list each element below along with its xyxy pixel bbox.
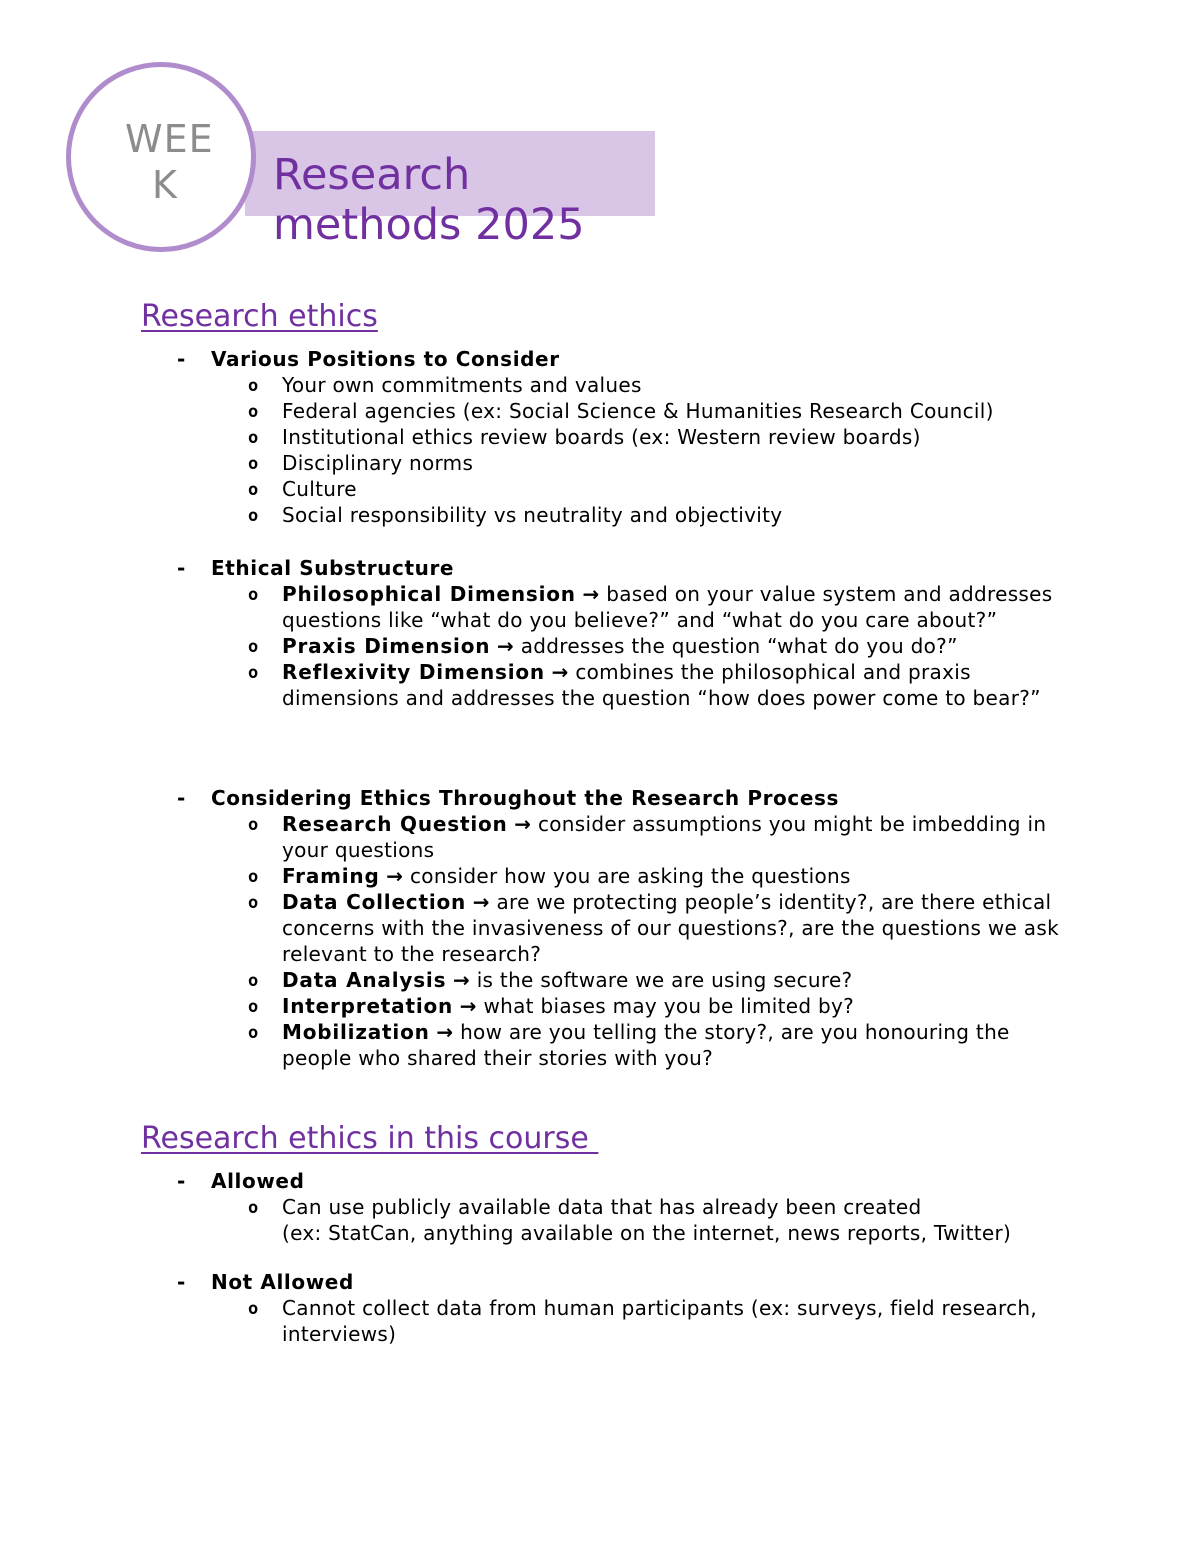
group-ethical-substructure <box>0 555 1200 711</box>
list-item <box>0 659 1200 711</box>
circle-bullet: o <box>248 1299 259 1319</box>
dash-bullet: - <box>177 786 186 810</box>
arrow-right-icon: → <box>452 968 471 992</box>
list-item <box>0 1194 1200 1246</box>
item-term: Mobilization <box>282 1020 430 1044</box>
group-title <box>0 1269 1200 1295</box>
list-item <box>0 967 1200 993</box>
item-text: Your own commitments and values <box>282 373 642 397</box>
item-text: addresses the question “what do you do?” <box>520 634 958 658</box>
list-item <box>0 424 1200 450</box>
circle-bullet: o <box>248 454 259 474</box>
item-text: Culture <box>282 477 357 501</box>
item-text: consider assumptions you might be imbedding in your questions <box>282 812 1047 862</box>
item-text: Cannot collect data from human participants (ex: surveys, field research, interviews) <box>282 1296 1038 1346</box>
item-text: combines the philosophical and praxis dimensions and addresses the question “how does power come to bear?” <box>282 660 1041 710</box>
item-text: Federal agencies (ex: Social Science & Humanities Research Council) <box>282 399 994 423</box>
item-text-continued: (ex: StatCan, anything available on the internet, news reports, Twitter) <box>282 1221 1012 1245</box>
circle-bullet: o <box>248 585 259 605</box>
section-heading-ethics-in-course: Research ethics in this course <box>141 1121 599 1156</box>
arrow-right-icon: → <box>436 1020 454 1044</box>
item-text: Institutional ethics review boards (ex: Western review boards) <box>282 425 921 449</box>
circle-bullet: o <box>248 376 259 396</box>
group-title-text: Allowed <box>211 1169 305 1193</box>
group-ethics-throughout-process <box>0 785 1200 1071</box>
list-item <box>0 993 1200 1019</box>
circle-bullet: o <box>248 815 259 835</box>
circle-bullet: o <box>248 997 259 1017</box>
item-text: Disciplinary norms <box>282 451 474 475</box>
circle-bullet: o <box>248 402 259 422</box>
list-item <box>0 502 1200 528</box>
item-term: Reflexivity Dimension <box>282 660 545 684</box>
item-text: are we protecting people’s identity?, are there ethical concerns with the invasiveness of our questions?, are the questions we ask relevant to the research? <box>282 890 1059 966</box>
list-item <box>0 581 1200 633</box>
group-allowed <box>0 1168 1200 1246</box>
group-title <box>0 785 1200 811</box>
circle-bullet: o <box>248 428 259 448</box>
circle-bullet: o <box>248 867 259 887</box>
circle-bullet: o <box>248 637 259 657</box>
item-text: how are you telling the story?, are you honouring the people who shared their stories with you? <box>282 1020 1010 1070</box>
list-item <box>0 811 1200 863</box>
arrow-right-icon: → <box>582 582 600 606</box>
list-item <box>0 889 1200 967</box>
item-term: Data Analysis <box>282 968 447 992</box>
circle-bullet: o <box>248 480 259 500</box>
item-term: Interpretation <box>282 994 454 1018</box>
list-item <box>0 1019 1200 1071</box>
item-term: Research Question <box>282 812 508 836</box>
circle-bullet: o <box>248 893 259 913</box>
circle-bullet: o <box>248 1198 259 1218</box>
circle-bullet: o <box>248 1023 259 1043</box>
item-term: Praxis Dimension <box>282 634 491 658</box>
dash-bullet: - <box>177 1169 186 1193</box>
group-title <box>0 555 1200 581</box>
item-text: Social responsibility vs neutrality and objectivity <box>282 503 783 527</box>
page-title-line1: Research <box>273 150 471 200</box>
group-title-text: Not Allowed <box>211 1270 354 1294</box>
item-text: consider how you are asking the questions <box>410 864 851 888</box>
group-title-text: Ethical Substructure <box>211 556 455 580</box>
section-heading-research-ethics: Research ethics <box>141 299 378 334</box>
list-item <box>0 372 1200 398</box>
item-term: Data Collection <box>282 890 467 914</box>
item-term: Philosophical Dimension <box>282 582 576 606</box>
dash-bullet: - <box>177 347 186 371</box>
item-text: based on your value system and addresses questions like “what do you believe?” and “what do you care about?” <box>282 582 1053 632</box>
list-item <box>0 863 1200 889</box>
circle-bullet: o <box>248 506 259 526</box>
list-item <box>0 450 1200 476</box>
circle-bullet: o <box>248 663 259 683</box>
arrow-right-icon: → <box>386 864 404 888</box>
week-label <box>100 116 240 208</box>
group-title <box>0 346 1200 372</box>
group-various-positions <box>0 346 1200 528</box>
group-not-allowed <box>0 1269 1200 1347</box>
dash-bullet: - <box>177 556 186 580</box>
arrow-right-icon: → <box>496 634 515 658</box>
group-title-text: Various Positions to Consider <box>211 347 560 371</box>
list-item <box>0 398 1200 424</box>
page-title-line2: methods 2025 <box>273 200 585 250</box>
page-title <box>273 150 585 250</box>
item-text: Can use publicly available data that has already been created <box>282 1195 922 1219</box>
group-title <box>0 1168 1200 1194</box>
arrow-right-icon: → <box>551 660 569 684</box>
arrow-right-icon: → <box>472 890 490 914</box>
week-label-line2: K <box>152 163 178 207</box>
arrow-right-icon: → <box>514 812 532 836</box>
week-label-line1: WEE <box>125 117 214 161</box>
dash-bullet: - <box>177 1270 186 1294</box>
list-item <box>0 476 1200 502</box>
item-term: Framing <box>282 864 380 888</box>
list-item <box>0 1295 1200 1347</box>
list-item <box>0 633 1200 659</box>
arrow-right-icon: → <box>459 994 477 1018</box>
item-text: is the software we are using secure? <box>476 968 853 992</box>
circle-bullet: o <box>248 971 259 991</box>
item-text: what biases may you be limited by? <box>483 994 855 1018</box>
group-title-text: Considering Ethics Throughout the Research Process <box>211 786 840 810</box>
